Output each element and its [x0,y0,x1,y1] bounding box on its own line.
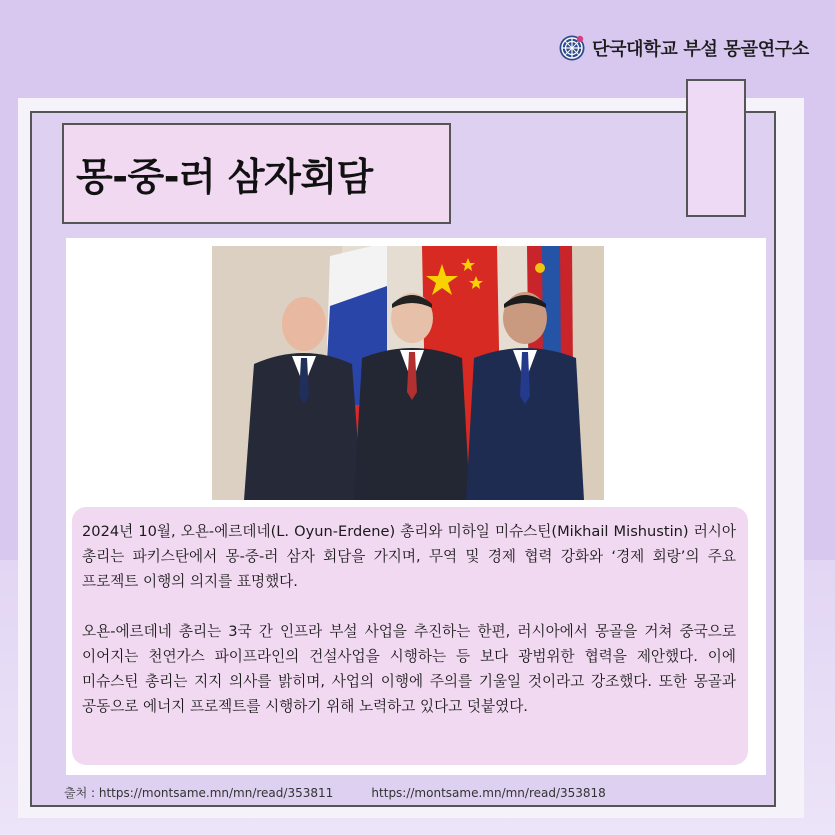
brand-name: 단국대학교 부설 몽골연구소 [592,39,809,60]
body-text-box [72,507,748,765]
paragraph-1: 2024년 10월, 오욘-에르데네(L. Oyun-Erdene) 총리와 미하일 미슈스틴(Mikhail Mishustin) 러시아 총리는 파키스탄에서 몽-중-러 삼자 회담을 가지며, 무역 및 경제 협력 강화와 ‘경제 회랑’의 주요 프로젝트 이행의 의지를 표명했다. [82,523,736,590]
summit-photo-illustration [212,246,604,500]
title-box [62,123,451,224]
dankook-university-emblem-icon [558,34,586,62]
source-link-2[interactable]: https://montsame.mn/mn/read/353818 [371,786,606,800]
source-label: 출처 : [64,786,99,800]
source-link-1[interactable]: https://montsame.mn/mn/read/353811 [98,786,334,800]
source-line [64,784,606,801]
brand-header [558,33,809,63]
page-title: 몽-중-러 삼자회담 [76,155,373,199]
summit-photo [212,246,604,500]
paragraph-2: 오욘-에르데네 총리는 3국 간 인프라 부설 사업을 추진하는 한편, 러시아에서 몽골을 거쳐 중국으로 이어지는 천연가스 파이프라인의 건설사업을 시행하는 등 보다 광범위한 협력을 제안했다. 이에 미슈스틴 총리는 지지 의사를 밝히며, 사업의 이행에 주의를 기울일 것이라고 강조했다. 또한 몽골과 공동으로 에너지 프로젝트를 시행하기 위해 노력하고 있다고 덧붙였다. [82,623,736,715]
decorative-tab [686,79,746,217]
